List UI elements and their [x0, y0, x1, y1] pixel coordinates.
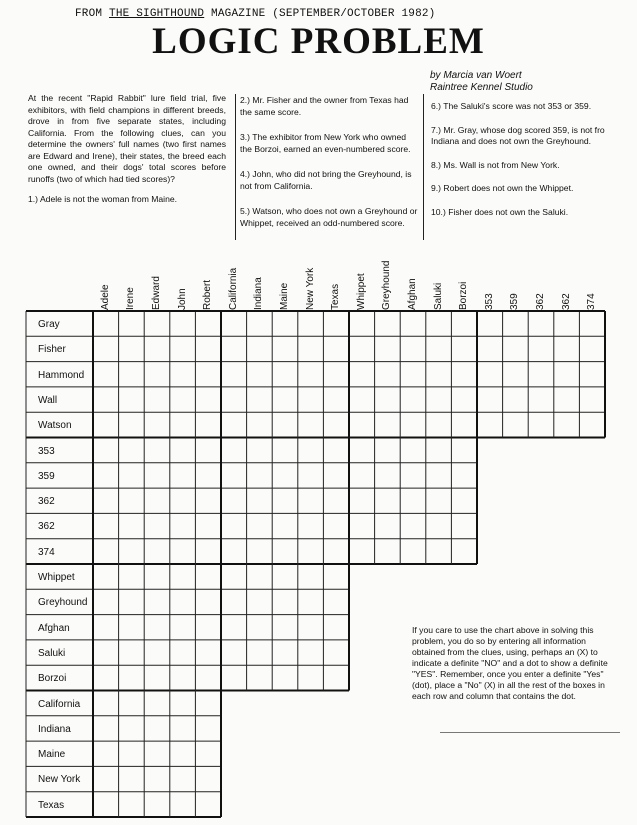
- instructions-underline: [440, 732, 620, 733]
- column-header-breeds: Saluki: [432, 282, 444, 310]
- column-header-states: California: [227, 267, 239, 310]
- row-label-states: Indiana: [38, 723, 71, 735]
- row-label-last_names: Watson: [38, 420, 72, 432]
- row-label-last_names: Wall: [38, 394, 58, 406]
- row-label-breeds: Whippet: [38, 572, 75, 583]
- column-header-first_names: Robert: [202, 279, 214, 310]
- clue-4: 4.) John, who did not bring the Greyhound, is not from California.: [240, 169, 412, 191]
- source-line: FROM THE SIGHTHOUND MAGAZINE (SEPTEMBER/OCTOBER 1982): [75, 8, 436, 20]
- row-label-last_names: Fisher: [38, 344, 66, 356]
- row-label-breeds: Borzoi: [38, 673, 67, 685]
- column-header-first_names: Adele: [99, 284, 111, 310]
- clue-9: 9.) Robert does not own the Whippet.: [431, 183, 574, 193]
- clue-6: 6.) The Saluki's score was not 353 or 359.: [431, 101, 592, 111]
- byline-studio: Raintree Kennel Studio: [430, 82, 533, 93]
- row-label-states: New York: [38, 774, 81, 786]
- page-title: LOGIC PROBLEM: [152, 21, 485, 62]
- column-header-breeds: Greyhound: [381, 260, 393, 310]
- row-label-states: Maine: [38, 749, 66, 761]
- row-label-last_names: Hammond: [38, 369, 85, 381]
- clue-2: 2.) Mr. Fisher and the owner from Texas had the same score.: [240, 95, 409, 117]
- column-header-first_names: Edward: [151, 276, 162, 310]
- column-header-breeds: Afghan: [407, 278, 418, 310]
- clue-3: 3.) The exhibitor from New York who owned the Borzoi, earned an even-numbered score.: [240, 132, 411, 154]
- column-header-states: Indiana: [253, 277, 265, 310]
- row-label-breeds: Afghan: [38, 622, 70, 634]
- row-label-breeds: Saluki: [38, 647, 66, 659]
- column-header-states: New York: [304, 267, 316, 310]
- row-label-breeds: Greyhound: [38, 597, 88, 609]
- clue-7: 7.) Mr. Gray, whose dog scored 359, is not fro Indiana and does not own the Greyhound.: [431, 124, 605, 146]
- clue-10: 10.) Fisher does not own the Saluki.: [431, 206, 569, 217]
- column-header-states: Texas: [330, 283, 342, 310]
- column-header-first_names: Irene: [125, 287, 137, 310]
- row-label-scores: 362: [38, 521, 55, 533]
- column-header-breeds: Whippet: [355, 273, 367, 310]
- column-header-scores: 362: [560, 293, 572, 310]
- row-label-last_names: Gray: [38, 319, 60, 330]
- column-header-scores: 359: [509, 293, 521, 310]
- source-magazine: THE SIGHTHOUND: [109, 8, 205, 20]
- clue-1: 1.) Adele is not the woman from Maine.: [28, 194, 178, 204]
- clue-8: 8.) Ms. Wall is not from New York.: [431, 159, 560, 170]
- column-header-scores: 362: [535, 293, 546, 310]
- column-header-first_names: John: [176, 288, 188, 310]
- intro-paragraph: At the recent "Rapid Rabbit" lure field trial, five exhibitors, with field champions in different breeds, drove in from five separate states, including California. From the following clues, can you determine the owners' full names (two first names are Edward and Irene), their states, the breed each one owned, and their dogs' total scores before runoffs (two of which had tied scores)?: [28, 93, 226, 184]
- row-label-scores: 374: [38, 546, 55, 558]
- clue-5: 5.) Watson, who does not own a Greyhound or Whippet, received an odd-numbered score.: [240, 206, 418, 228]
- instructions-text: If you care to use the chart above in solving this problem, you do so by entering all information obtained from the clues, using, perhaps an (X) to indicate a definite "NO" and a dot to show a definite "YES". Remember, once you enter a definite "Yes" (dot), place a "No" (X) in all the rest of the boxes in each row and column that contains the dot.: [412, 625, 608, 701]
- row-label-states: Texas: [38, 799, 65, 811]
- column-header-breeds: Borzoi: [458, 281, 470, 310]
- byline-author: by Marcia van Woert: [430, 70, 522, 81]
- row-label-states: California: [38, 698, 81, 710]
- row-label-scores: 353: [38, 445, 55, 457]
- row-label-scores: 362: [38, 496, 55, 508]
- column-header-scores: 353: [483, 293, 495, 310]
- row-label-scores: 359: [38, 470, 55, 482]
- column-header-scores: 374: [586, 293, 598, 310]
- column-header-states: Maine: [279, 282, 290, 310]
